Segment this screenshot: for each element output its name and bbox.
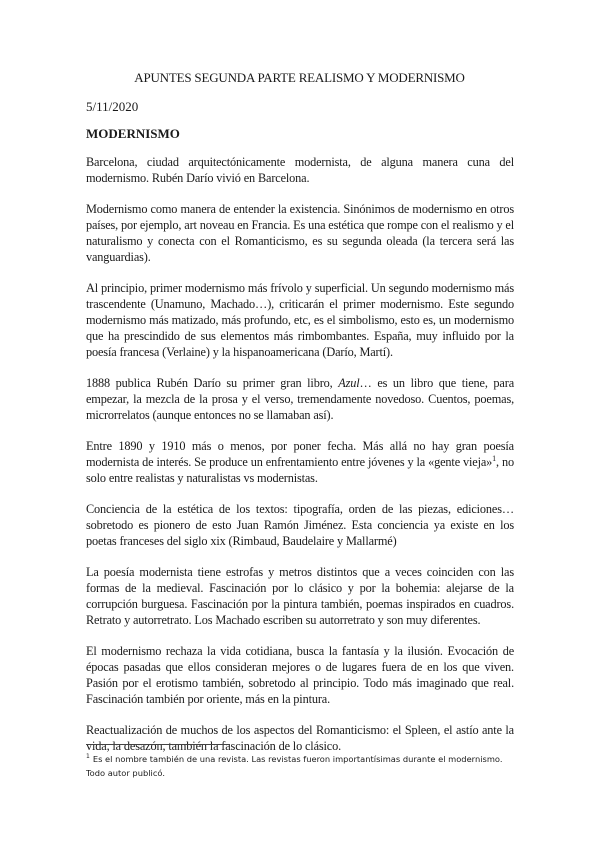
footnote-separator: [86, 744, 230, 745]
footnote-reference[interactable]: 1: [492, 453, 497, 463]
paragraph-text: Entre 1890 y 1910 más o menos, por poner fecha. Más allá no hay gran poesía modernista de interés. Se produce un enfrentamiento entre jóvenes y la «gente vieja»: [86, 439, 514, 469]
footnote: [86, 752, 514, 780]
paragraph: Conciencia de la estética de los textos: tipografía, orden de las piezas, ediciones… sobretodo es pionero de esto Juan Ramón Jiménez. Esta conciencia ya existe en los poetas franceses del siglo xix (Rimbaud, Baudelaire y Mallarmé): [86, 502, 514, 548]
book-title: Azul: [338, 376, 360, 390]
paragraph: El modernismo rechaza la vida cotidiana, busca la fantasía y la ilusión. Evocación de épocas pasadas que ellos consideran mejores o de lugares fuera de en los que viven. Pasión por el erotismo también, sobretodo al principio. Todo más imaginado que real. Fascinación también por oriente, más en la pintura.: [86, 644, 514, 706]
paragraph: Modernismo como manera de entender la existencia. Sinónimos de modernismo en otros países, por ejemplo, art noveau en Francia. Es una estética que rompe con el realismo y el naturalismo y conecta con el Romanticismo, es su segunda oleada (la tercera será las vanguardias).: [86, 202, 515, 264]
paragraph-text: … es un libro que tiene, para empezar, la mezcla de la prosa y el verso, tremendamente novedoso. Cuentos, poemas, microrrelatos (aunque entonces no se llamaban así).: [86, 376, 514, 422]
paragraph: Barcelona, ciudad arquitectónicamente modernista, de alguna manera cuna del modernismo. Rubén Darío vivió en Barcelona.: [86, 155, 514, 185]
paragraph: [86, 438, 514, 486]
document-title: APUNTES SEGUNDA PARTE REALISMO Y MODERNISMO: [134, 70, 465, 85]
paragraph-text: , no solo entre realistas y naturalistas vs modernistas.: [86, 455, 514, 485]
paragraph-text: 1888 publica Rubén Darío su primer gran libro,: [86, 376, 339, 390]
footnote-number: 1: [86, 753, 90, 761]
section-heading: MODERNISMO: [86, 126, 180, 141]
document-body: [86, 154, 514, 754]
paragraph: Al principio, primer modernismo más frívolo y superficial. Un segundo modernismo más trascendente (Unamuno, Machado…), criticarán el primer modernismo. Este segundo modernismo más matizado, más profundo, etc, es el simbolismo, esto es, un modernismo que ha prescindido de sus elementos más rimbombantes. España, muy influido por la poesía francesa (Verlaine) y la hispanoamericana (Darío, Martí).: [86, 281, 514, 359]
paragraph: [86, 375, 514, 423]
paragraph: Reactualización de muchos de los aspectos del Romanticismo: el Spleen, el astío ante la vida, la desazón, también la fascinación de lo clásico.: [86, 723, 514, 753]
footnote-text: Es el nombre también de una revista. Las revistas fueron importantísimas durante el modernismo. Todo autor publicó.: [86, 754, 503, 778]
document-date: 5/11/2020: [86, 99, 139, 114]
paragraph: La poesía modernista tiene estrofas y metros distintos que a veces coinciden con las formas de la medieval. Fascinación por lo clásico y por la bohemia: alejarse de la corrupción burguesa. Fascinación por la pintura también, poemas inspirados en cuadros. Retrato y autorretrato. Los Machado escriben su autorretrato y son muy diferentes.: [86, 565, 514, 627]
